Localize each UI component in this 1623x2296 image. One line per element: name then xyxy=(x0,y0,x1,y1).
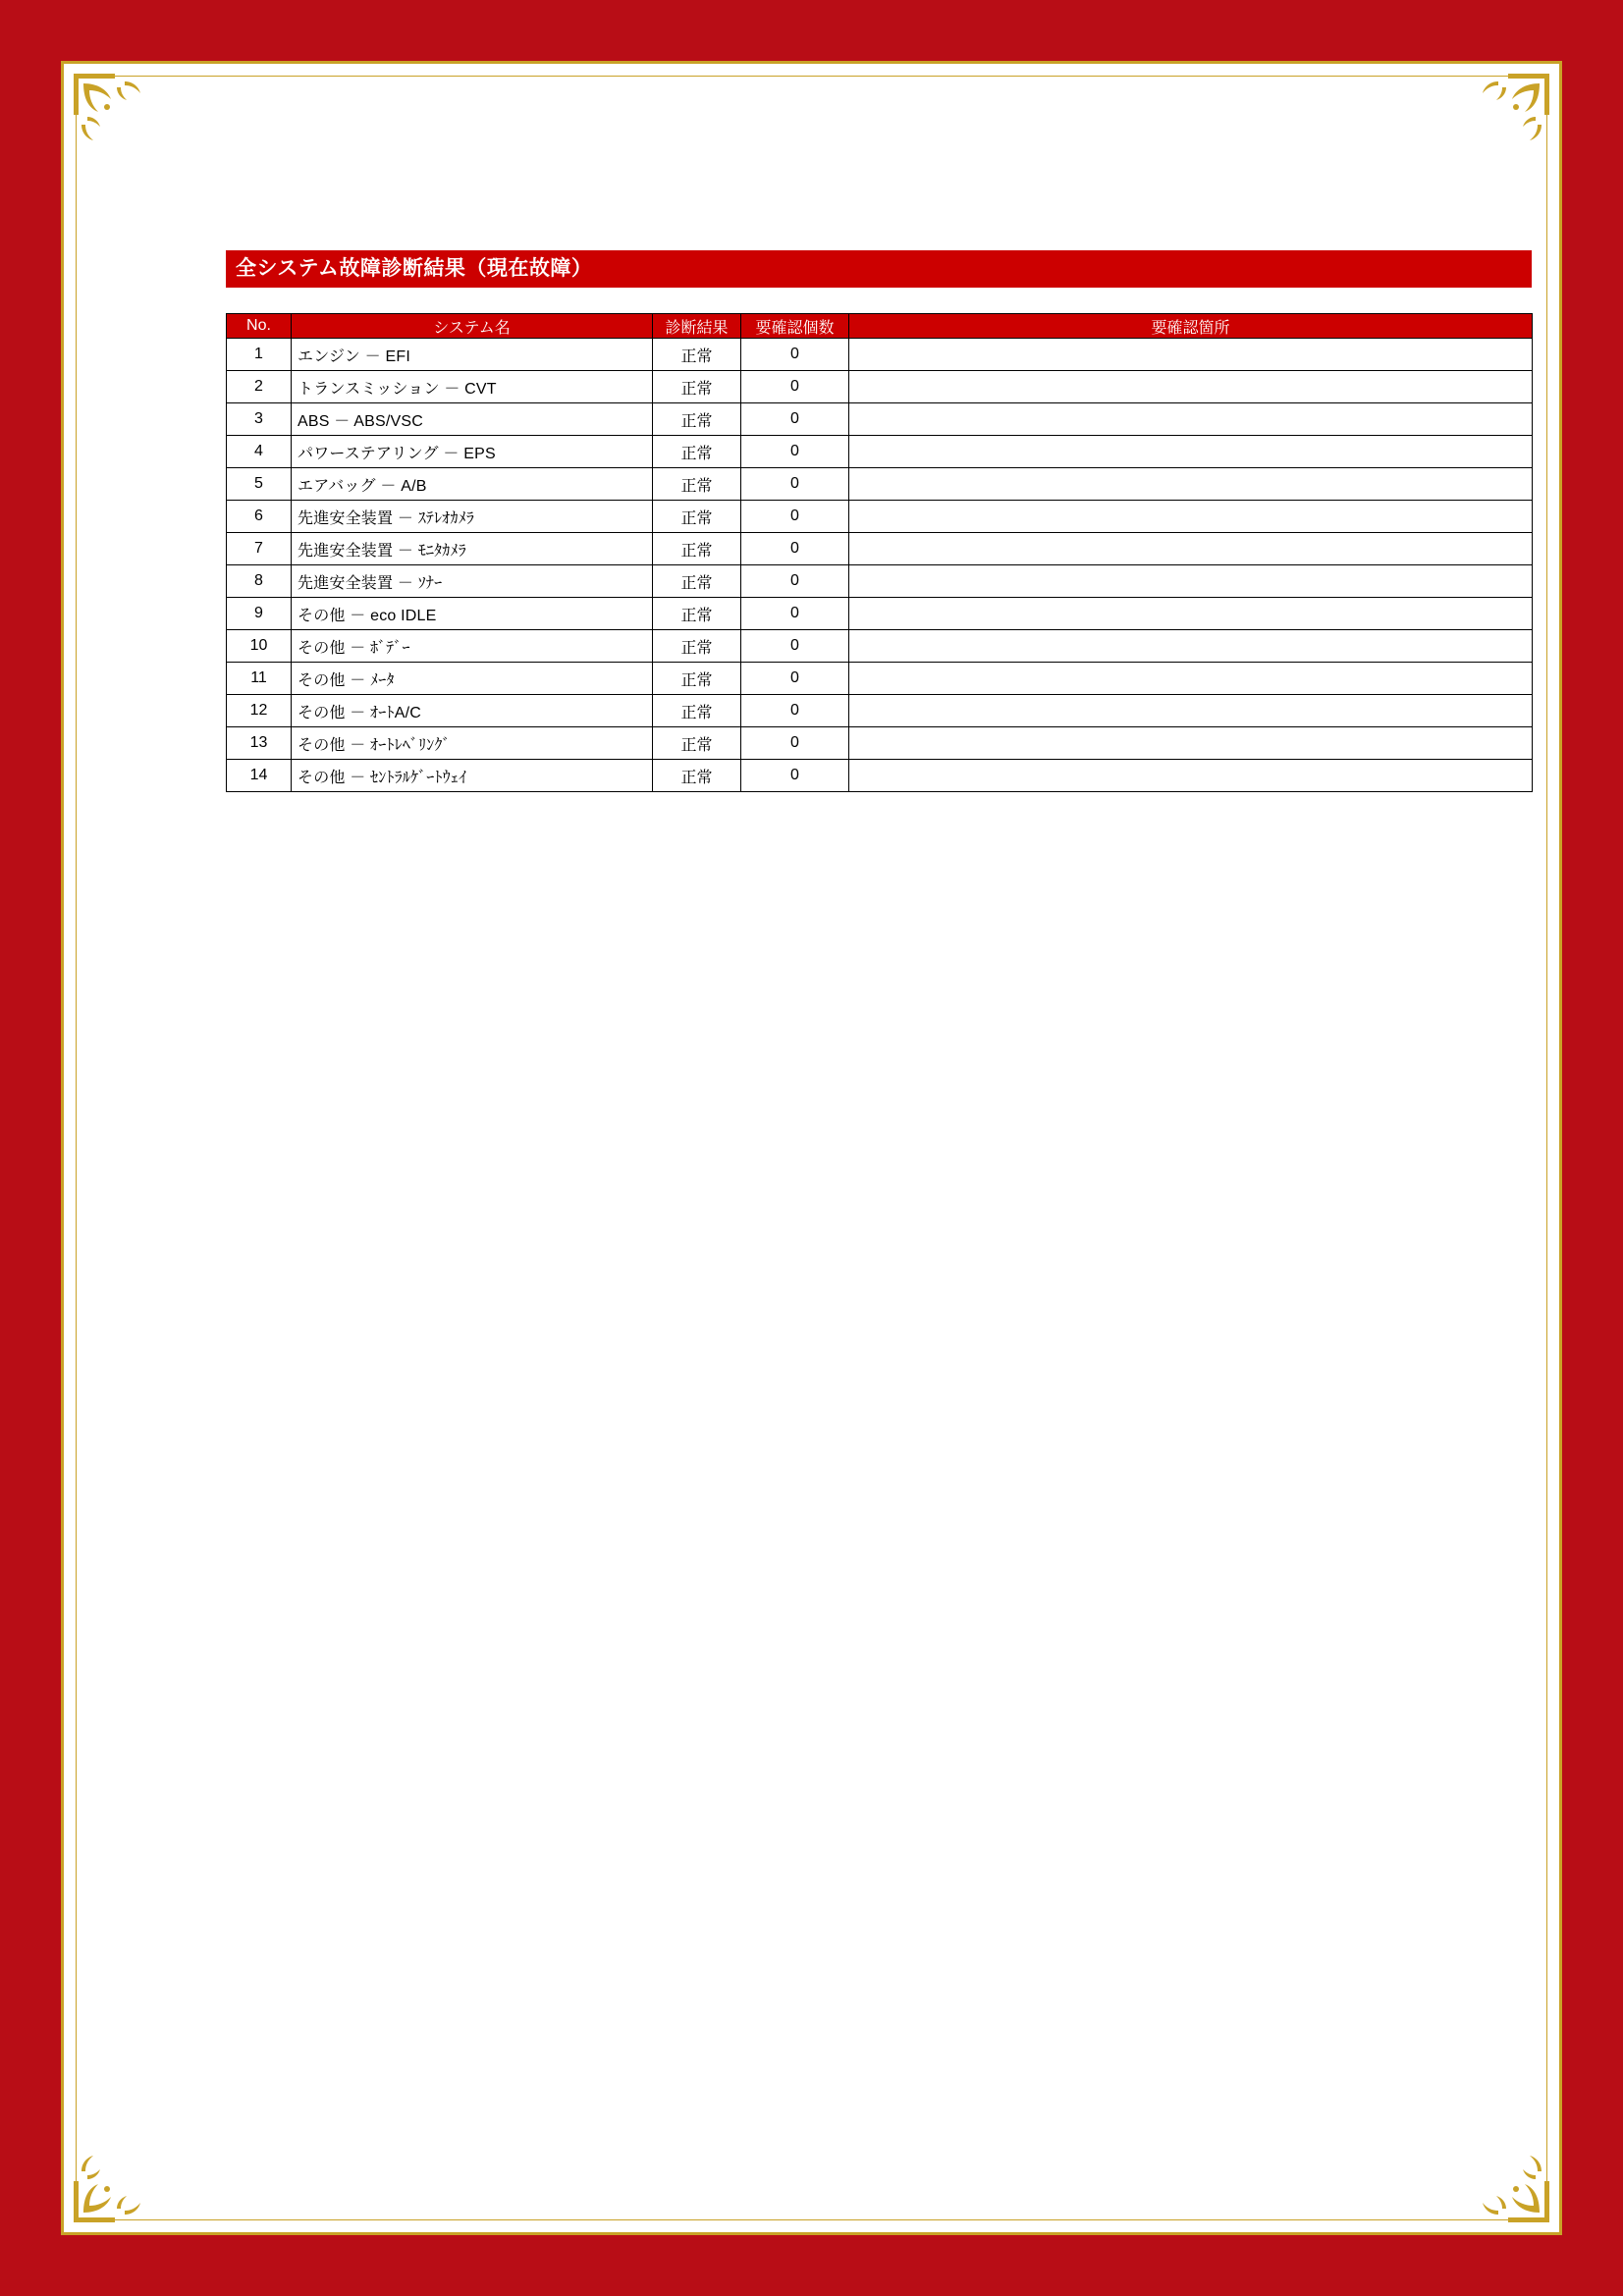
cell-system: パワーステアリング － EPS xyxy=(292,436,653,468)
cell-result: 正常 xyxy=(653,565,741,598)
column-header-count: 要確認個数 xyxy=(741,314,849,339)
cell-count: 0 xyxy=(741,436,849,468)
corner-ornament-icon xyxy=(68,2134,162,2228)
table-row xyxy=(227,339,1533,371)
decorative-frame xyxy=(61,61,1562,2235)
table-row xyxy=(227,371,1533,403)
cell-note xyxy=(849,760,1533,792)
cell-count: 0 xyxy=(741,403,849,436)
cell-count: 0 xyxy=(741,695,849,727)
table-row xyxy=(227,436,1533,468)
cell-no: 12 xyxy=(227,695,292,727)
cell-result: 正常 xyxy=(653,760,741,792)
cell-count: 0 xyxy=(741,501,849,533)
table-row xyxy=(227,468,1533,501)
cell-count: 0 xyxy=(741,468,849,501)
cell-result: 正常 xyxy=(653,468,741,501)
cell-count: 0 xyxy=(741,760,849,792)
cell-system: その他 － ｵｰﾄA/C xyxy=(292,695,653,727)
table-row xyxy=(227,663,1533,695)
cell-no: 6 xyxy=(227,501,292,533)
corner-ornament-icon xyxy=(1461,2134,1555,2228)
cell-system: その他 － ﾒｰﾀ xyxy=(292,663,653,695)
table-header-row xyxy=(227,314,1533,339)
diagnostic-results-table xyxy=(226,313,1533,792)
cell-note xyxy=(849,339,1533,371)
cell-result: 正常 xyxy=(653,501,741,533)
table-row xyxy=(227,598,1533,630)
column-header-no: No. xyxy=(227,314,292,339)
cell-result: 正常 xyxy=(653,533,741,565)
cell-count: 0 xyxy=(741,630,849,663)
cell-result: 正常 xyxy=(653,339,741,371)
cell-note xyxy=(849,436,1533,468)
column-header-note: 要確認箇所 xyxy=(849,314,1533,339)
table-row xyxy=(227,630,1533,663)
cell-no: 4 xyxy=(227,436,292,468)
cell-note xyxy=(849,533,1533,565)
cell-count: 0 xyxy=(741,533,849,565)
cell-count: 0 xyxy=(741,339,849,371)
cell-no: 1 xyxy=(227,339,292,371)
cell-system: エアバッグ － A/B xyxy=(292,468,653,501)
cell-result: 正常 xyxy=(653,371,741,403)
cell-no: 9 xyxy=(227,598,292,630)
cell-system: ABS － ABS/VSC xyxy=(292,403,653,436)
cell-no: 11 xyxy=(227,663,292,695)
cell-result: 正常 xyxy=(653,630,741,663)
table-row xyxy=(227,533,1533,565)
table-row xyxy=(227,403,1533,436)
page-title: 全システム故障診断結果（現在故障） xyxy=(226,250,1532,288)
table-row xyxy=(227,695,1533,727)
table-row xyxy=(227,760,1533,792)
cell-note xyxy=(849,695,1533,727)
cell-note xyxy=(849,403,1533,436)
cell-count: 0 xyxy=(741,663,849,695)
cell-note xyxy=(849,727,1533,760)
cell-system: トランスミッション － CVT xyxy=(292,371,653,403)
table-body xyxy=(227,339,1533,792)
cell-system: エンジン － EFI xyxy=(292,339,653,371)
cell-system: その他 － ｵｰﾄﾚﾍﾞﾘﾝｸﾞ xyxy=(292,727,653,760)
cell-no: 5 xyxy=(227,468,292,501)
cell-no: 14 xyxy=(227,760,292,792)
cell-note xyxy=(849,663,1533,695)
column-header-result: 診断結果 xyxy=(653,314,741,339)
table-row xyxy=(227,565,1533,598)
cell-note xyxy=(849,630,1533,663)
cell-count: 0 xyxy=(741,727,849,760)
cell-result: 正常 xyxy=(653,403,741,436)
cell-no: 13 xyxy=(227,727,292,760)
cell-result: 正常 xyxy=(653,727,741,760)
cell-count: 0 xyxy=(741,565,849,598)
cell-system: その他 － eco IDLE xyxy=(292,598,653,630)
cell-note xyxy=(849,501,1533,533)
cell-result: 正常 xyxy=(653,695,741,727)
corner-ornament-icon xyxy=(68,68,162,162)
cell-no: 2 xyxy=(227,371,292,403)
cell-result: 正常 xyxy=(653,598,741,630)
cell-system: その他 － ｾﾝﾄﾗﾙｹﾞｰﾄｳｪｲ xyxy=(292,760,653,792)
cell-no: 8 xyxy=(227,565,292,598)
cell-no: 10 xyxy=(227,630,292,663)
cell-note xyxy=(849,565,1533,598)
cell-system: 先進安全装置 － ﾓﾆﾀｶﾒﾗ xyxy=(292,533,653,565)
cell-no: 3 xyxy=(227,403,292,436)
cell-note xyxy=(849,371,1533,403)
cell-count: 0 xyxy=(741,371,849,403)
cell-count: 0 xyxy=(741,598,849,630)
report-content xyxy=(226,250,1532,792)
cell-result: 正常 xyxy=(653,663,741,695)
cell-note xyxy=(849,598,1533,630)
column-header-system: システム名 xyxy=(292,314,653,339)
corner-ornament-icon xyxy=(1461,68,1555,162)
cell-system: その他 － ﾎﾞﾃﾞｰ xyxy=(292,630,653,663)
cell-no: 7 xyxy=(227,533,292,565)
table-row xyxy=(227,501,1533,533)
cell-system: 先進安全装置 － ｿﾅｰ xyxy=(292,565,653,598)
cell-note xyxy=(849,468,1533,501)
cell-system: 先進安全装置 － ｽﾃﾚｵｶﾒﾗ xyxy=(292,501,653,533)
cell-result: 正常 xyxy=(653,436,741,468)
table-row xyxy=(227,727,1533,760)
